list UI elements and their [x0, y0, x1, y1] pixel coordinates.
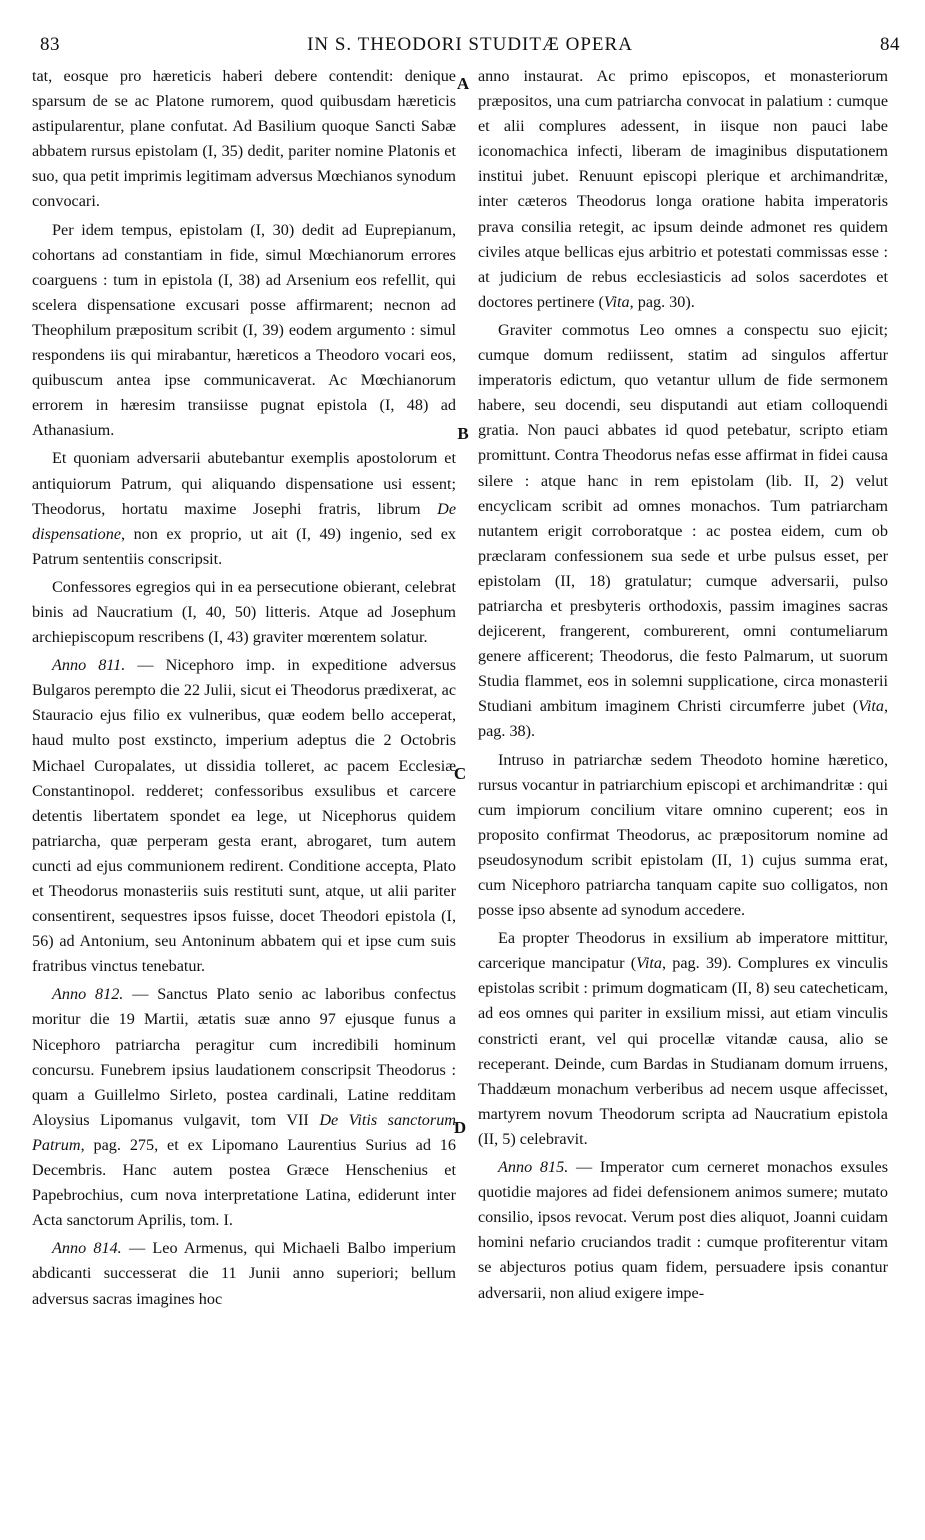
paragraph-year-815: Anno 815. — Imperator cum cerneret monachos exsules quotidie majores ad fidei defensionem animos sumere; mutato consilio, ipsos revocat. Verum post dies aliquot, Joanni cuidam homini nefario cruciandos tradit : cumque profiterentur vitam se abjecturos potius quam fidem, persuadere ipsis conantur adversarii, non aliud exigere impe-: [478, 1158, 888, 1302]
paragraph-year-814: Anno 814. — Leo Armenus, qui Michaeli Balbo imperium abdicanti successerat die 11 Junii anno superiori; bellum adversus sacras imagines hoc: [32, 1239, 456, 1308]
page-number-right: 84: [880, 34, 900, 55]
paragraph-year-812: Anno 812. — Sanctus Plato senio ac laboribus confectus moritur die 19 Martii, ætatis suæ anno 97 ejusque funus a Nicephoro patriarcha peragitur cum incredibili hominum concursu. Funebrem ipsius laudationem conscripsit Theodorus : quam a Guillelmo Sirleto, postea cardinali, Latine redditam Aloysius Lipomanus vulgavit, tom VII De Vitis sanctorum Patrum, pag. 275, et ex Lipomano Laurentius Surius ad 16 Decembris. Hanc autem postea Græce Henschenius et Papebrochius, cum nova interpretatione Latina, ediderunt inter Acta sanctorum Aprilis, tom. I.: [32, 985, 456, 1230]
paragraph: Et quoniam adversarii abutebantur exemplis apostolorum et antiquiorum Patrum, qui aliquando dispensatione usi essent; Theodorus, hortatu maxime Josephi fratris, librum De dispensatione, non ex proprio, ut ait (I, 49) ingenio, sed ex Patrum sententiis conscripsit.: [32, 449, 456, 568]
paragraph: Confessores egregios qui in ea persecutione obierant, celebrat binis ad Naucratium (I, 40, 50) litteris. Atque ad Josephum archiepiscopum rescribens (I, 43) graviter mœrentem solatur.: [32, 577, 456, 647]
year-label: Anno 812.: [52, 985, 124, 1004]
page-number-left: 83: [40, 34, 60, 55]
year-label: Anno 814.: [52, 1239, 122, 1258]
paragraph: Graviter commotus Leo omnes a conspectu suo ejicit; cumque domum rediissent, statim ad singulos affertur imperatoris edictum, quo vetantur ullum de fide sermonem habere, seu docendi, seu disputandi aut etiam colloquendi gratia. Non pauci abbates id quod petebatur, scripto etiam promittunt. Contra Theodorus nefas esse affirmat in fidei causa silere : atque hanc in rem epistolam (lib. II, 2) velut encyclicam scribit ad omnes monachos. Tum patriarcham nutantem erigit corroboratque : ac postea eidem, cum ob præclaram confessionem sua sede et urbe pulsus esset, per epistolam (II, 18) gratulatur; cumque adversarii, pulso patriarcha et presbyteris orthodoxis, passim imagines sacras dejicerent, frangerent, comburerent, omni contumeliarum genere afficerent; Theodorus, die festo Palmarum, ut suorum Studia flammet, eos in solemni supplicatione, circa monasterii Studiani ambitum imaginem Christi circumferre jubet (Vita, pag. 38).: [478, 320, 888, 741]
paragraph: Intruso in patriarchæ sedem Theodoto homine hæretico, rursus vocantur in patriarchium episcopi et archimandritæ : qui cum impiorum concilium vitare omnino cuperent; eos in proposito confirmat Theodorus, ac præpositorum nomine ad pseudosynodum scribit epistolam (II, 1) cujus summa erat, cum Nicephoro patriarcha tanquam capite suo colligatos, non posse ipso absente ad synodum accedere.: [478, 750, 888, 920]
margin-letter-d: D: [453, 1118, 467, 1137]
year-label: Anno 811.: [52, 656, 126, 675]
paragraph: tat, eosque pro hæreticis haberi debere contendit: denique sparsum de se ac Platone rumorem, quod quibusdam hæreticis astipularentur, plane confutat. Ad Basilium quoque Sancti Sabæ abbatem rursus epistolam (I, 35) dedit, pariter nomine Platonis et suo, qua petit imprimis legitimam adversus Mœchianos synodum convocari.: [32, 67, 456, 211]
margin-letter-a: A: [456, 74, 470, 93]
paragraph: Per idem tempus, epistolam (I, 30) dedit ad Euprepianum, cohortans ad constantiam in fide, simul Mœchianorum errores coarguens : tum in epistola (I, 38) ad Arsenium eos refellit, qui scelera dispensatione excusari posse affirmarent; necnon ad Theophilum præpositum scribit (I, 39) eodem argumento : simul respondens iis qui mirabantur, hæreticos a Theodoro vocari eos, quibuscum antea ipse communicaverat. Ac Mœchianorum errorem in hæresim transiisse pugnat epistola (I, 48) ad Athanasium.: [32, 220, 456, 440]
right-column: [478, 64, 888, 1306]
running-title: IN S. THEODORI STUDITÆ OPERA: [307, 34, 633, 55]
margin-letter-c: C: [453, 764, 467, 783]
year-label: Anno 815.: [498, 1158, 569, 1177]
paragraph-year-811: Anno 811. — Nicephoro imp. in expeditione adversus Bulgaros perempto die 22 Julii, sicut ei Theodorus prædixerat, ac Stauracio ejus filio ex vulneribus, quæ eodem bello acceperat, haud multo post exstincto, imperium adeptus die 2 Octobris Michael Curopalates, ut dissidia tolleret, ac pacem Ecclesiæ Constantinopol. redderet; confessoribus exsulibus et carcere detentis libertatem spondet ea lege, ut Nicephorus quidem patriarcha, quæ perperam gesta erant, abrogaret, tum autem cuncti ad ejus communionem redirent. Conditione accepta, Plato et Theodorus monasteriis suis restituti sunt, atque, ut alii pariter consentirent, sequestres ipsos fuisse, docet Theodori epistola (I, 56) ad Antonium, seu Antoninum abbatem qui et ipse cum suis fratribus vinctus tenebatur.: [32, 656, 456, 976]
paragraph: anno instaurat. Ac primo episcopos, et monasteriorum præpositos, una cum patriarcha convocat in palatium : cumque et alii complures adessent, in iisque non pauci labe iconomachica infecti, liberam de imaginibus disputationem institui jubet. Renuunt episcopi plerique et archimandritæ, inter cæteros Theodorus longa oratione habita imperatoris prava consilia retegit, ac ipsum deinde admonet res quidem civiles atque bellicas ejus arbitrio et potestati commissas esse : at judicium de rebus ecclesiasticis ad solos sacerdotes et doctores pertinere (Vita, pag. 30).: [478, 67, 888, 311]
paragraph: Ea propter Theodorus in exsilium ab imperatore mittitur, carcerique mancipatur (Vita, pag. 39). Complures ex vinculis epistolas scribit : primum dogmaticam (II, 8) seu catecheticam, ad eos omnes qui pariter in exsilium missi, aut etiam vinculis constricti erant, vel qui procellæ vitandæ causa, alio se receperant. Deinde, cum Bardas in Studianam domum irruens, Thaddæum monachum verberibus ad necem usque affecisset, martyrem novum Theodorum scripta ad Naucratium epistola (II, 5) celebravit.: [478, 929, 889, 1148]
left-column: [32, 64, 456, 1312]
margin-letter-b: B: [457, 424, 469, 443]
running-header: [40, 34, 900, 68]
book-title: De dispensatione: [32, 499, 456, 543]
book-title: De Vitis sanctorum Patrum: [32, 1110, 456, 1154]
